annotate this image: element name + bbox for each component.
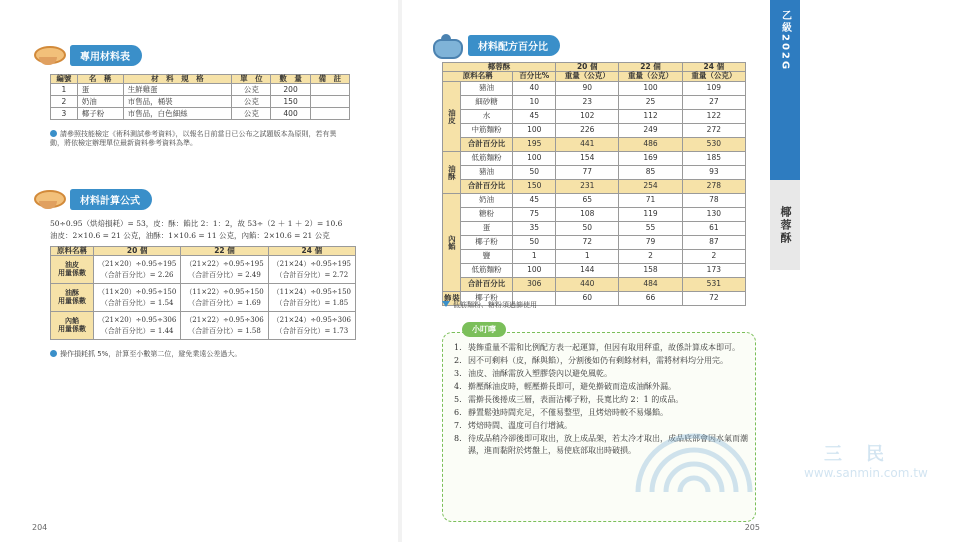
formula-cell: 50	[556, 221, 619, 235]
materials-cell: 椰子粉	[77, 108, 123, 120]
calc-result-line: （合計百分比）= 1.44	[100, 326, 174, 335]
sub-header-weight: 重量（公克）	[556, 72, 619, 81]
calc-formula-line: （11×24）÷0.95÷150	[272, 287, 351, 296]
formula-cell: 144	[556, 263, 619, 277]
materials-cell: 市售品，桶裝	[123, 96, 232, 108]
materials-note: 請參照技能檢定《術科測試參考資料》，以報名日前當日已公布之試題版本為原則，若有異動，將依檢定辦理單位最新資料參考資料為準。	[50, 130, 337, 148]
tips-list	[454, 342, 750, 458]
formula-cell: 61	[682, 221, 745, 235]
materials-cell: 1	[51, 84, 78, 96]
tips-label: 小叮嚀	[462, 322, 506, 337]
calc-formula-line: （11×22）÷0.95÷150	[185, 287, 264, 296]
formula-cell: 85	[619, 165, 682, 179]
calc-formula-cell	[268, 284, 355, 312]
materials-header-cell: 材 料 規 格	[123, 75, 232, 84]
calc-result-line: （合計百分比）= 2.49	[188, 270, 261, 279]
materials-cell	[310, 84, 349, 96]
materials-cell	[310, 96, 349, 108]
formula-cell: 272	[682, 123, 745, 137]
calc-row-header	[51, 312, 94, 340]
formula-cell: 2	[682, 249, 745, 263]
page-number-left: 204	[32, 523, 48, 532]
sieve-note: 低筋麵粉、糖粉須過篩使用	[442, 300, 537, 310]
formula-cell: 90	[556, 81, 619, 95]
sub-header-weight: 重量（公克）	[619, 72, 682, 81]
calc-header-cell: 原料名稱	[51, 247, 94, 256]
formula-cell: 27	[682, 95, 745, 109]
calc-header-cell: 24 個	[268, 247, 355, 256]
side-tab-level	[770, 0, 800, 180]
materials-header-cell: 備 註	[310, 75, 349, 84]
tip-item	[454, 355, 750, 367]
sum-cell: 合計百分比	[460, 277, 513, 291]
formula-cell: 122	[682, 109, 745, 123]
table-row	[443, 123, 746, 137]
calc-line-2: 油皮：2×10.6 = 21 公克，油酥：1×10.6 = 11 公克，內餡：2×10.6 = 21 公克	[50, 230, 330, 240]
formula-cell: 71	[619, 193, 682, 207]
materials-cell: 奶油	[77, 96, 123, 108]
calc-table	[50, 246, 356, 340]
formula-cell: 豬油	[460, 165, 513, 179]
calc-formula-line: （21×20）÷0.95÷306	[97, 315, 177, 324]
materials-section-header	[32, 42, 142, 68]
tip-number: 6.	[454, 408, 462, 417]
materials-cell: 蛋	[77, 84, 123, 96]
table-row	[443, 81, 746, 95]
calc-result-line: （合計百分比）= 1.85	[275, 298, 349, 307]
watermark-text: 三 民	[824, 444, 887, 465]
sub-header-weight: 重量（公克）	[682, 72, 745, 81]
side-tab-product-text: 椰蓉酥	[779, 205, 792, 245]
formula-cell: 椰子粉	[460, 235, 513, 249]
calc-formula-cell	[181, 284, 268, 312]
sum-cell: 254	[619, 179, 682, 193]
calc-header-cell: 22 個	[181, 247, 268, 256]
materials-cell: 200	[271, 84, 310, 96]
sub-header-name: 原料名稱	[443, 72, 513, 81]
tip-number: 8.	[454, 434, 462, 443]
formula-cell: 細砂糖	[460, 95, 513, 109]
calc-row-sub: 用量係數	[58, 324, 86, 333]
pct-title: 材料配方百分比	[468, 35, 560, 56]
calc-formula-line: （21×24）÷0.95÷306	[272, 315, 351, 324]
watermark-url: www.sanmin.com.tw	[804, 466, 928, 480]
group-label-cell: 油皮	[443, 81, 461, 151]
formula-cell: 78	[682, 193, 745, 207]
tip-text: 靜置鬆弛時間充足，不僅易整型，且烤焙時較不易爆餡。	[468, 408, 668, 417]
pot-icon	[430, 32, 464, 58]
formula-cell: 102	[556, 109, 619, 123]
calc-row-header	[51, 284, 94, 312]
formula-cell: 低筋麵粉	[460, 263, 513, 277]
table-row	[51, 256, 356, 284]
formula-cell: 糖粉	[460, 207, 513, 221]
tip-item	[454, 342, 750, 354]
tip-text: 裝飾重量不需和比例配方表一起運算，但因有取用秤重，故係計算成本即可。	[468, 343, 740, 352]
sum-cell: 530	[682, 137, 745, 151]
sum-cell: 486	[619, 137, 682, 151]
calc-section-header	[32, 186, 152, 212]
calc-result-line: （合計百分比）= 1.73	[275, 326, 349, 335]
materials-cell: 生鮮雞蛋	[123, 84, 232, 96]
calc-result-line: （合計百分比）= 1.54	[100, 298, 174, 307]
formula-cell: 椰子粉	[460, 291, 513, 305]
formula-cell: 水	[460, 109, 513, 123]
calc-row-sub: 用量係數	[58, 296, 86, 305]
formula-cell: 23	[556, 95, 619, 109]
formula-cell: 低筋麵粉	[460, 151, 513, 165]
formula-cell: 蛋	[460, 221, 513, 235]
formula-cell: 100	[513, 123, 556, 137]
group-label-cell: 油酥	[443, 151, 461, 193]
tip-number: 4.	[454, 382, 462, 391]
calc-formula-cell	[94, 256, 181, 284]
sum-cell: 278	[682, 179, 745, 193]
calc-formula-line: （21×20）÷0.95÷195	[97, 259, 177, 268]
left-page	[0, 0, 398, 542]
formula-cell: 72	[556, 235, 619, 249]
formula-cell: 108	[556, 207, 619, 221]
sum-cell: 231	[556, 179, 619, 193]
formula-cell: 173	[682, 263, 745, 277]
tip-number: 2.	[454, 356, 462, 365]
formula-cell: 100	[513, 263, 556, 277]
formula-cell: 1	[513, 249, 556, 263]
tip-text: 需擀長後捲成三層，表面沾椰子粉，長寬比約 2：1 的成品。	[468, 395, 684, 404]
calc-formula-cell	[181, 312, 268, 340]
calc-result-line: （合計百分比）= 1.58	[188, 326, 261, 335]
formula-cell: 158	[619, 263, 682, 277]
formula-cell: 249	[619, 123, 682, 137]
formula-cell: 77	[556, 165, 619, 179]
materials-cell: 150	[271, 96, 310, 108]
product-name-header: 椰蓉酥	[443, 63, 556, 72]
materials-cell	[310, 108, 349, 120]
formula-cell: 60	[556, 291, 619, 305]
sum-cell: 150	[513, 179, 556, 193]
materials-cell: 2	[51, 96, 78, 108]
count-header-24: 24 個	[682, 63, 745, 72]
materials-cell: 市售品，白色細絲	[123, 108, 232, 120]
calc-formula-cell	[268, 256, 355, 284]
calc-line-1: 50÷0.95（烘焙損耗）= 53，皮：酥：餡比 2：1：2，故 53÷（2 ＋ 1 ＋ 2）= 10.6	[50, 219, 343, 228]
calc-row-name: 油皮	[65, 261, 79, 270]
formula-cell: 169	[619, 151, 682, 165]
formula-cell: 35	[513, 221, 556, 235]
pct-section-header	[430, 32, 560, 58]
formula-cell: 154	[556, 151, 619, 165]
triangle-bullet-icon	[442, 301, 450, 307]
table-row	[443, 95, 746, 109]
sum-cell: 合計百分比	[460, 137, 513, 151]
calc-row-header	[51, 256, 94, 284]
sum-cell: 531	[682, 277, 745, 291]
sum-row	[443, 277, 746, 291]
sum-cell: 484	[619, 277, 682, 291]
tip-text: 因不可剩料（皮，酥與餡），分割後如仍有剩餘材料，需將材料均分用完。	[468, 356, 728, 365]
formula-cell: 87	[682, 235, 745, 249]
sum-row	[443, 137, 746, 151]
group-label-cell: 裝飾	[443, 291, 461, 305]
formula-cell: 75	[513, 207, 556, 221]
formula-cell: 45	[513, 109, 556, 123]
table-row	[443, 207, 746, 221]
table-row	[51, 284, 356, 312]
sum-cell: 合計百分比	[460, 179, 513, 193]
calc-formula-line: （21×24）÷0.95÷195	[272, 259, 351, 268]
materials-cell: 公克	[232, 96, 271, 108]
calc-result-line: （合計百分比）= 2.26	[100, 270, 174, 279]
formula-cell: 10	[513, 95, 556, 109]
table-row	[443, 235, 746, 249]
info-bullet-icon	[50, 130, 57, 137]
materials-table	[50, 74, 350, 120]
calc-formula-line: （21×22）÷0.95÷195	[185, 259, 264, 268]
materials-cell: 3	[51, 108, 78, 120]
calc-formula-cell	[268, 312, 355, 340]
calc-formula-cell	[94, 312, 181, 340]
count-header-20: 20 個	[556, 63, 619, 72]
side-tab-level-text: 乙級202G	[779, 10, 791, 72]
bowl-icon	[32, 42, 66, 68]
table-row	[443, 151, 746, 165]
tip-number: 7.	[454, 421, 462, 430]
calc-title: 材料計算公式	[70, 189, 152, 210]
formula-cell: 112	[619, 109, 682, 123]
calc-result-line: （合計百分比）= 1.69	[188, 298, 261, 307]
formula-cell: 50	[513, 165, 556, 179]
calc-result-line: （合計百分比）= 2.72	[275, 270, 349, 279]
calc-formula-line: （11×20）÷0.95÷150	[97, 287, 177, 296]
formula-cell: 奶油	[460, 193, 513, 207]
formula-cell: 93	[682, 165, 745, 179]
calc-formula	[50, 218, 360, 241]
formula-cell: 55	[619, 221, 682, 235]
tip-item	[454, 394, 750, 406]
table-row	[51, 312, 356, 340]
materials-header-cell: 單 位	[232, 75, 271, 84]
tip-item	[454, 407, 750, 419]
calc-formula-cell	[94, 284, 181, 312]
formula-cell: 1	[556, 249, 619, 263]
tip-text: 油皮、油酥需放入塑膠袋內以避免風乾。	[468, 369, 612, 378]
calc-header-cell: 20 個	[94, 247, 181, 256]
formula-cell: 100	[513, 151, 556, 165]
formula-cell: 45	[513, 193, 556, 207]
side-tab-product	[770, 180, 800, 270]
materials-title: 專用材料表	[70, 45, 142, 66]
info-bullet-icon	[50, 350, 57, 357]
table-row	[443, 221, 746, 235]
group-label-cell: 內餡	[443, 193, 461, 291]
tip-number: 3.	[454, 369, 462, 378]
materials-cell: 公克	[232, 84, 271, 96]
table-row	[443, 249, 746, 263]
formula-cell: 119	[619, 207, 682, 221]
materials-header-cell: 編號	[51, 75, 78, 84]
materials-header-cell: 數 量	[271, 75, 310, 84]
formula-percent-table	[442, 62, 746, 306]
table-row	[51, 84, 350, 96]
tip-text: 烤焙時間、溫度可自行增減。	[468, 421, 572, 430]
calc-formula-cell	[181, 256, 268, 284]
calc-note: 操作損耗抓 5%，計算至小數第二位，避免業遠公差過大。	[50, 350, 350, 359]
bowl-icon	[32, 186, 66, 212]
page-number-right: 205	[744, 523, 760, 532]
table-row	[443, 165, 746, 179]
calc-row-name: 油酥	[65, 289, 79, 298]
formula-cell: 130	[682, 207, 745, 221]
formula-cell: 2	[619, 249, 682, 263]
formula-cell: 66	[619, 291, 682, 305]
tip-text: 待成品稍冷卻後即可取出，放上成品架，若太冷才取出，成品底部會因水氣而潮濕，進而黏附於烤盤上，易使底部取出時破損。	[468, 434, 748, 455]
sum-cell: 440	[556, 277, 619, 291]
formula-cell: 185	[682, 151, 745, 165]
calc-row-sub: 用量係數	[58, 268, 86, 277]
sum-row	[443, 179, 746, 193]
table-row	[51, 108, 350, 120]
tip-number: 1.	[454, 343, 462, 352]
formula-cell: 109	[682, 81, 745, 95]
tip-item	[454, 433, 750, 457]
tip-number: 5.	[454, 395, 462, 404]
sum-cell: 306	[513, 277, 556, 291]
count-header-22: 22 個	[619, 63, 682, 72]
tip-item	[454, 368, 750, 380]
sum-cell: 195	[513, 137, 556, 151]
table-row	[443, 109, 746, 123]
calc-formula-line: （21×22）÷0.95÷306	[185, 315, 264, 324]
materials-cell: 公克	[232, 108, 271, 120]
formula-cell: 100	[619, 81, 682, 95]
formula-cell: 72	[682, 291, 745, 305]
formula-cell: 25	[619, 95, 682, 109]
formula-cell: 40	[513, 81, 556, 95]
formula-cell: 50	[513, 235, 556, 249]
sub-header-percent: 百分比%	[513, 72, 556, 81]
formula-cell: 豬油	[460, 81, 513, 95]
formula-cell: 226	[556, 123, 619, 137]
tip-text: 擀壓酥油皮時，輕壓擀長即可，避免擀破而造成油酥外漏。	[468, 382, 676, 391]
formula-cell: 79	[619, 235, 682, 249]
formula-cell: 鹽	[460, 249, 513, 263]
table-row	[443, 193, 746, 207]
table-row	[51, 96, 350, 108]
tip-item	[454, 381, 750, 393]
formula-cell: 65	[556, 193, 619, 207]
calc-row-name: 內餡	[65, 317, 79, 326]
table-row	[443, 263, 746, 277]
right-page	[402, 0, 928, 542]
sum-cell: 441	[556, 137, 619, 151]
formula-cell: 中筋麵粉	[460, 123, 513, 137]
tip-item	[454, 420, 750, 432]
materials-cell: 400	[271, 108, 310, 120]
materials-header-cell: 名 稱	[77, 75, 123, 84]
